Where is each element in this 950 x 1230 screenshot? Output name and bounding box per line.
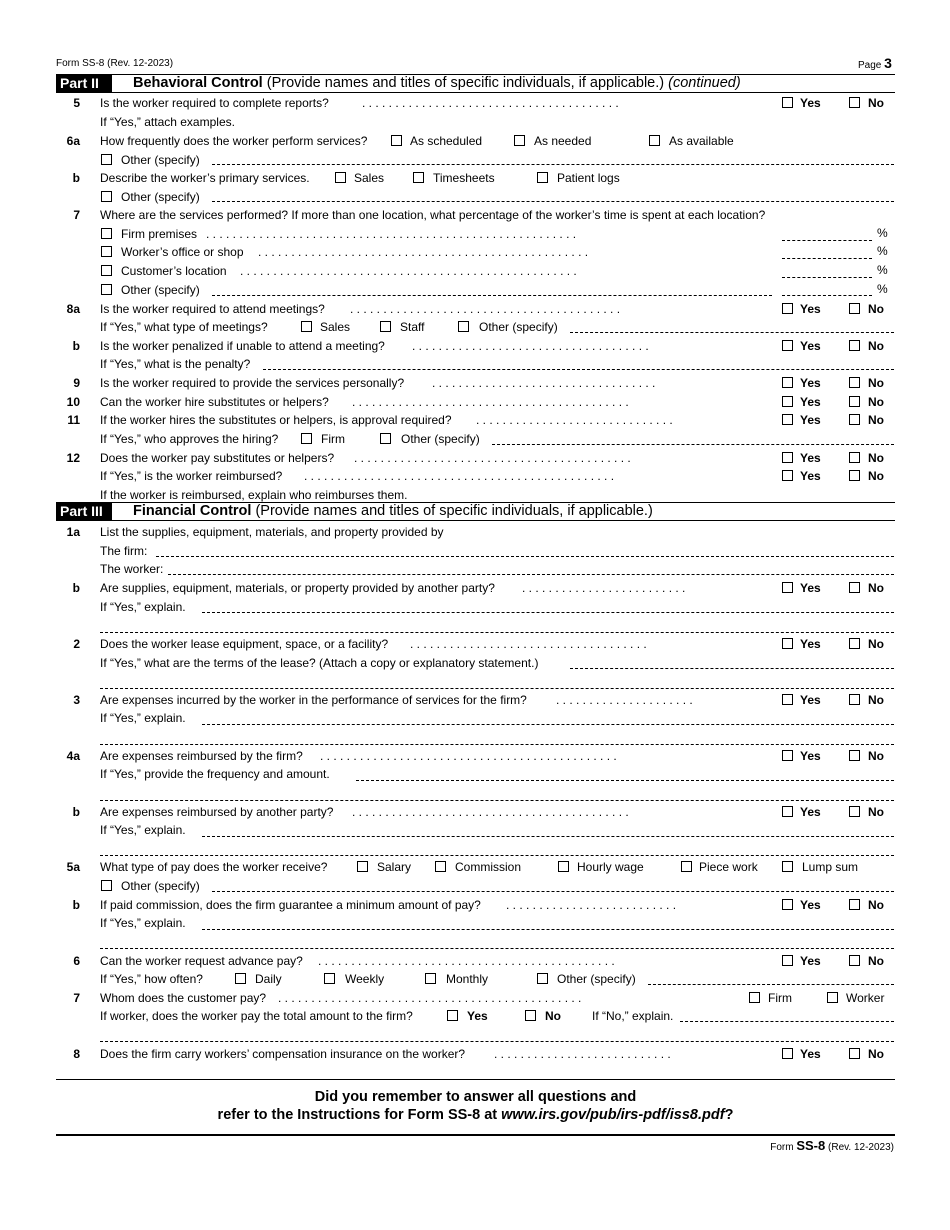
p3-q3-yes-checkbox[interactable] [782,694,793,705]
p3-q5a-salary-label: Salary [377,860,412,874]
q8b-text: Is the worker penalized if unable to attend a meeting? [100,339,385,353]
q6b-other-checkbox[interactable] [101,191,112,202]
q6b-patient-logs-label: Patient logs [557,171,620,185]
p3-q5b-text: If paid commission, does the firm guarantee a minimum amount of pay? [100,898,481,912]
p3-q7-number: 7 [73,991,80,1005]
p3-q1a-text: List the supplies, equipment, materials, and property provided by [100,525,444,539]
q8b-no-label: No [868,339,884,353]
p3-q3-yes-label: Yes [800,693,821,707]
q7-other-pct-input[interactable] [782,295,872,296]
p3-q6-number: 6 [73,954,80,968]
q5-yes-checkbox[interactable] [782,97,793,108]
p3-q5a-lump-label: Lump sum [802,860,859,874]
p3-q6-daily-label: Daily [255,972,282,986]
q12-leader: . . . . . . . . . . . . . . . . . . . . . . . . . . . . . . . . . . . . . . . . . . [354,451,631,465]
p3-q4b-yes-label: Yes [800,805,821,819]
q7-worker-office-pct-input[interactable] [782,258,872,259]
p3-q1a-firm-input[interactable] [156,556,894,557]
q9-number: 9 [73,376,80,390]
form-id: Form SS-8 (Rev. 12-2023) [56,58,174,69]
q8b-yes-label: Yes [800,339,821,353]
q11-firm-label: Firm [321,432,345,446]
p3-q7-text: Whom does the customer pay? [100,991,267,1005]
q7-worker-office-checkbox[interactable] [101,246,112,257]
q11-no-checkbox[interactable] [849,414,860,425]
p3-q4a-no-checkbox[interactable] [849,750,860,761]
q6a-text: How frequently does the worker perform services? [100,134,368,148]
p3-q8-leader: . . . . . . . . . . . . . . . . . . . . . . . . . . . [494,1047,671,1061]
p3-q5b-no-label: No [868,898,884,912]
reminder-line-2-prefix: refer to the Instructions for Form SS-8 at [217,1107,502,1123]
q12-sub2: If the worker is reimbursed, explain who reimburses them. [100,488,408,502]
q11-leader: . . . . . . . . . . . . . . . . . . . . . . . . . . . . . . [476,413,673,427]
p3-q4a-frequency-input[interactable] [356,780,894,781]
p3-q4a-sub: If “Yes,” provide the frequency and amount. [100,767,330,781]
p3-q5a-other-checkbox[interactable] [101,880,112,891]
p3-q3-no-label: No [868,693,884,707]
part3-label: Part III [56,503,112,520]
p3-q2-text: Does the worker lease equipment, space, or a facility? [100,637,389,651]
q11-yes-label: Yes [800,413,821,427]
p3-q5a-number: 5a [66,860,80,874]
q7-customer-location-pct-input[interactable] [782,277,872,278]
p3-q6-yes-checkbox[interactable] [782,955,793,966]
part3-title-note: (Provide names and titles of specific individuals, if applicable.) [255,503,653,519]
q11-yes-checkbox[interactable] [782,414,793,425]
q6b-sales-checkbox[interactable] [335,172,346,183]
p3-q8-no-label: No [868,1047,884,1061]
p3-q1a-number: 1a [66,525,80,539]
q9-no-label: No [868,376,884,390]
p3-q6-daily-checkbox[interactable] [235,973,246,984]
q9-leader: . . . . . . . . . . . . . . . . . . . . . . . . . . . . . . . . . . [432,376,656,390]
p3-q5a-lump-checkbox[interactable] [782,861,793,872]
p3-q2-sub: If “Yes,” what are the terms of the lease? (Attach a copy or explanatory statement.) [100,656,539,670]
p3-q5a-text: What type of pay does the worker receive? [100,860,328,874]
q8a-other-checkbox[interactable] [458,321,469,332]
q6a-other-checkbox[interactable] [101,154,112,165]
p3-q1b-leader: . . . . . . . . . . . . . . . . . . . . . . . . . [522,581,686,595]
q11-other-checkbox[interactable] [380,433,391,444]
p3-q7-sub: If worker, does the worker pay the total amount to the firm? [100,1009,413,1023]
q8b-leader: . . . . . . . . . . . . . . . . . . . . . . . . . . . . . . . . . . . . [412,339,649,353]
p3-q7-firm-label: Firm [768,991,792,1005]
p3-q3-number: 3 [73,693,80,707]
p3-q2-yes-label: Yes [800,637,821,651]
q7-worker-office-leader: . . . . . . . . . . . . . . . . . . . . . . . . . . . . . . . . . . . . . . . . . . . . . . . . . . [258,245,589,259]
p3-q7-explain-input-2[interactable] [100,1041,894,1042]
p3-q6-sub: If “Yes,” how often? [100,972,203,986]
q6a-as-needed-checkbox[interactable] [514,135,525,146]
p3-q5b-number: b [72,898,80,912]
q10-number: 10 [66,395,80,409]
q6b-timesheets-label: Timesheets [433,171,495,185]
q8a-text: Is the worker required to attend meetings? [100,302,325,316]
q9-yes-checkbox[interactable] [782,377,793,388]
p3-q8-number: 8 [73,1047,80,1061]
q8a-leader: . . . . . . . . . . . . . . . . . . . . . . . . . . . . . . . . . . . . . . . . . [350,302,621,316]
q11-text: If the worker hires the substitutes or helpers, is approval required? [100,413,452,427]
q8a-other-input[interactable] [570,332,894,333]
q12-yes-label: Yes [800,451,821,465]
q5-yes-label: Yes [800,96,821,110]
q11-firm-checkbox[interactable] [301,433,312,444]
q8a-no-checkbox[interactable] [849,303,860,314]
q8a-yes-checkbox[interactable] [782,303,793,314]
q12-sub: If “Yes,” is the worker reimbursed? [100,469,283,483]
q10-no-checkbox[interactable] [849,396,860,407]
q5-no-label: No [868,96,884,110]
q8b-no-checkbox[interactable] [849,340,860,351]
p3-q5b-no-checkbox[interactable] [849,899,860,910]
q8a-number: 8a [66,302,80,316]
q7-other-checkbox[interactable] [101,284,112,295]
q7-firm-premises-pct-input[interactable] [782,240,872,241]
footer-form-name: SS-8 [796,1138,826,1153]
p3-q5b-explain-input-2[interactable] [100,948,894,949]
q8a-staff-checkbox[interactable] [380,321,391,332]
p3-q5b-leader: . . . . . . . . . . . . . . . . . . . . . . . . . . [506,898,677,912]
footer-form-id [770,1138,894,1156]
page-number: 3 [884,55,892,71]
reminder-line-2 [56,1106,895,1124]
part2-continued: (continued) [668,75,741,91]
p3-q7-leader: . . . . . . . . . . . . . . . . . . . . . . . . . . . . . . . . . . . . . . . . . . . . . . [278,991,582,1005]
p3-q7-sub-yes-label: Yes [467,1009,488,1023]
q7-number: 7 [73,208,80,222]
q6b-timesheets-checkbox[interactable] [413,172,424,183]
p3-q2-yes-checkbox[interactable] [782,638,793,649]
p3-q5a-piece-label: Piece work [699,860,758,874]
p3-q7-sub-yes-checkbox[interactable] [447,1010,458,1021]
q7-firm-premises-pct-sign: % [877,226,888,240]
q12-no-label: No [868,451,884,465]
p3-q4a-no-label: No [868,749,884,763]
p3-q1b-explain-input[interactable] [202,612,894,613]
p3-q8-yes-label: Yes [800,1047,821,1061]
p3-q3-explain-input[interactable] [202,724,894,725]
p3-q7-firm-checkbox[interactable] [749,992,760,1003]
q5-leader: . . . . . . . . . . . . . . . . . . . . . . . . . . . . . . . . . . . . . . . [362,96,619,110]
p3-q4b-no-checkbox[interactable] [849,806,860,817]
p3-q4a-text: Are expenses reimbursed by the firm? [100,749,303,763]
p3-q1b-no-label: No [868,581,884,595]
p3-q4a-frequency-input-2[interactable] [100,800,894,801]
p3-q4b-explain-input-2[interactable] [100,855,894,856]
p3-q4b-number: b [72,805,80,819]
part2-label: Part II [56,75,112,92]
p3-q1b-text: Are supplies, equipment, materials, or property provided by another party? [100,581,495,595]
q6b-sales-label: Sales [354,171,385,185]
q7-text: Where are the services performed? If more than one location, what percentage of the worker’s time is spent at each location? [100,208,766,222]
q8a-other-label: Other (specify) [479,320,558,334]
p3-q7-explain-label: If “No,” explain. [592,1009,674,1023]
p3-q2-no-checkbox[interactable] [849,638,860,649]
p3-q2-terms-input-2[interactable] [100,688,894,689]
p3-q3-no-checkbox[interactable] [849,694,860,705]
p3-q1a-worker-label: The worker: [100,562,164,576]
q12-reimbursed-no-checkbox[interactable] [849,470,860,481]
p3-q1a-firm-label: The firm: [100,544,148,558]
q8a-sales-label: Sales [320,320,351,334]
q10-leader: . . . . . . . . . . . . . . . . . . . . . . . . . . . . . . . . . . . . . . . . . . [352,395,629,409]
q6a-other-label: Other (specify) [121,153,200,167]
q6a-as-available-checkbox[interactable] [649,135,660,146]
q11-number: 11 [67,413,80,427]
p3-q6-no-checkbox[interactable] [849,955,860,966]
q6b-patient-logs-checkbox[interactable] [537,172,548,183]
p3-q3-explain-input-2[interactable] [100,744,894,745]
q7-customer-location-label: Customer’s location [121,264,227,278]
q6b-number: b [72,171,80,185]
reminder-line-2-suffix: ? [724,1107,734,1123]
p3-q6-leader: . . . . . . . . . . . . . . . . . . . . . . . . . . . . . . . . . . . . . . . . . . . . . [318,954,615,968]
p3-q8-no-checkbox[interactable] [849,1048,860,1059]
p3-q6-monthly-checkbox[interactable] [425,973,436,984]
q11-other-input[interactable] [492,444,894,445]
q5-sub: If “Yes,” attach examples. [100,115,235,129]
q12-sub-leader: . . . . . . . . . . . . . . . . . . . . . . . . . . . . . . . . . . . . . . . . . . . . . . . [304,469,615,483]
p3-q7-worker-label: Worker [846,991,885,1005]
p3-q2-number: 2 [73,637,80,651]
part2-title: Behavioral Control [133,75,263,91]
p3-q4b-yes-checkbox[interactable] [782,806,793,817]
p3-q6-text: Can the worker request advance pay? [100,954,303,968]
p3-q5a-other-input[interactable] [212,891,894,892]
q6a-as-available-label: As available [669,134,734,148]
p3-q2-leader: . . . . . . . . . . . . . . . . . . . . . . . . . . . . . . . . . . . . [410,637,647,651]
q6a-other-input[interactable] [212,164,894,165]
q8a-no-label: No [868,302,884,316]
p3-q8-text: Does the firm carry workers’ compensation insurance on the worker? [100,1047,466,1061]
p3-q6-other-label: Other (specify) [557,972,636,986]
q7-other-pct-sign: % [877,282,888,296]
q6b-other-input[interactable] [212,201,894,202]
q8b-yes-checkbox[interactable] [782,340,793,351]
q10-no-label: No [868,395,884,409]
p3-q6-other-checkbox[interactable] [537,973,548,984]
q7-firm-premises-checkbox[interactable] [101,228,112,239]
p3-q5a-hourly-label: Hourly wage [577,860,644,874]
footer-form-word: Form [770,1142,794,1153]
p3-q4a-yes-label: Yes [800,749,821,763]
q8b-sub: If “Yes,” what is the penalty? [100,357,251,371]
p3-q4b-sub: If “Yes,” explain. [100,823,186,837]
q7-other-input[interactable] [212,295,772,296]
q9-text: Is the worker required to provide the services personally? [100,376,405,390]
p3-q4a-yes-checkbox[interactable] [782,750,793,761]
p3-q2-no-label: No [868,637,884,651]
q8b-number: b [72,339,80,353]
p3-q4b-text: Are expenses reimbursed by another party? [100,805,334,819]
q12-no-checkbox[interactable] [849,452,860,463]
q5-number: 5 [73,96,80,110]
q12-reimbursed-no-label: No [868,469,884,483]
p3-q8-yes-checkbox[interactable] [782,1048,793,1059]
p3-q5a-other-label: Other (specify) [121,879,200,893]
q7-worker-office-pct-sign: % [877,244,888,258]
instructions-link[interactable]: www.irs.gov/pub/irs-pdf/iss8.pdf [501,1107,725,1123]
p3-q4a-leader: . . . . . . . . . . . . . . . . . . . . . . . . . . . . . . . . . . . . . . . . . . . . . [320,749,617,763]
p3-q1b-explain-input-2[interactable] [100,632,894,633]
q6b-other-label: Other (specify) [121,190,200,204]
q8a-yes-label: Yes [800,302,821,316]
q12-number: 12 [66,451,80,465]
part2-title-note: (Provide names and titles of specific individuals, if applicable.) [266,75,665,91]
p3-q5a-commission-checkbox[interactable] [435,861,446,872]
q10-yes-label: Yes [800,395,821,409]
q8a-sub: If “Yes,” what type of meetings? [100,320,268,334]
q5-no-checkbox[interactable] [849,97,860,108]
q9-no-checkbox[interactable] [849,377,860,388]
p3-q4b-leader: . . . . . . . . . . . . . . . . . . . . . . . . . . . . . . . . . . . . . . . . . . [352,805,629,819]
q12-text: Does the worker pay substitutes or helpers? [100,451,335,465]
p3-q5a-piece-checkbox[interactable] [681,861,692,872]
p3-q5a-hourly-checkbox[interactable] [558,861,569,872]
q8a-sales-checkbox[interactable] [301,321,312,332]
p3-q3-sub: If “Yes,” explain. [100,711,186,725]
part3-title-row [133,503,653,520]
q7-customer-location-checkbox[interactable] [101,265,112,276]
p3-q5b-explain-input[interactable] [202,929,894,930]
q10-text: Can the worker hire substitutes or helpers? [100,395,329,409]
q6a-number: 6a [66,134,80,148]
p3-q7-worker-checkbox[interactable] [827,992,838,1003]
q12-reimbursed-yes-checkbox[interactable] [782,470,793,481]
p3-q5a-salary-checkbox[interactable] [357,861,368,872]
p3-q6-monthly-label: Monthly [446,972,489,986]
reminder-note [56,1088,895,1124]
page-indicator [858,55,892,74]
p3-q7-sub-no-label: No [545,1009,561,1023]
q7-firm-premises-label: Firm premises [121,227,198,241]
q6a-as-needed-label: As needed [534,134,592,148]
q10-yes-checkbox[interactable] [782,396,793,407]
q11-no-label: No [868,413,884,427]
q11-other-label: Other (specify) [401,432,480,446]
p3-q5a-commission-label: Commission [455,860,522,874]
p3-q3-text: Are expenses incurred by the worker in the performance of services for the firm? [100,693,527,707]
p3-q6-weekly-label: Weekly [345,972,385,986]
q7-worker-office-label: Worker’s office or shop [121,245,244,259]
p3-q5b-yes-label: Yes [800,898,821,912]
p3-q3-leader: . . . . . . . . . . . . . . . . . . . . . [556,693,693,707]
p3-q7-explain-input[interactable] [680,1021,894,1022]
p3-q5b-yes-checkbox[interactable] [782,899,793,910]
p3-q1b-yes-checkbox[interactable] [782,582,793,593]
page-label: Page [858,60,882,71]
q8b-penalty-input[interactable] [263,369,894,370]
p3-q1b-no-checkbox[interactable] [849,582,860,593]
q6a-as-scheduled-label: As scheduled [410,134,483,148]
q9-yes-label: Yes [800,376,821,390]
q12-reimbursed-yes-label: Yes [800,469,821,483]
part2-title-row [133,75,741,92]
part3-title: Financial Control [133,503,252,519]
p3-q5b-sub: If “Yes,” explain. [100,916,186,930]
q11-sub: If “Yes,” who approves the hiring? [100,432,279,446]
p3-q1b-yes-label: Yes [800,581,821,595]
p3-q4b-no-label: No [868,805,884,819]
q7-customer-location-leader: . . . . . . . . . . . . . . . . . . . . . . . . . . . . . . . . . . . . . . . . . . . . . . . . . . . [240,264,577,278]
q5-text: Is the worker required to complete reports? [100,96,329,110]
q7-other-label: Other (specify) [121,283,200,297]
q6b-text: Describe the worker’s primary services. [100,171,310,185]
q8a-staff-label: Staff [400,320,425,334]
p3-q7-sub-no-checkbox[interactable] [525,1010,536,1021]
p3-q4b-explain-input[interactable] [202,836,894,837]
p3-q1b-sub: If “Yes,” explain. [100,600,186,614]
p3-q2-terms-input[interactable] [570,668,894,669]
q12-yes-checkbox[interactable] [782,452,793,463]
p3-q4a-number: 4a [66,749,80,763]
p3-q6-other-input[interactable] [648,984,894,985]
q7-customer-location-pct-sign: % [877,263,888,277]
reminder-line-1: Did you remember to answer all questions and [314,1089,637,1105]
p3-q6-weekly-checkbox[interactable] [324,973,335,984]
p3-q6-no-label: No [868,954,884,968]
p3-q6-yes-label: Yes [800,954,821,968]
p3-q1a-worker-input[interactable] [168,574,894,575]
p3-q1b-number: b [72,581,80,595]
q6a-as-scheduled-checkbox[interactable] [391,135,402,146]
footer-rev: (Rev. 12-2023) [828,1142,894,1153]
q7-firm-premises-leader: . . . . . . . . . . . . . . . . . . . . . . . . . . . . . . . . . . . . . . . . . . . . . . . . . . . . . . . . [206,227,577,241]
